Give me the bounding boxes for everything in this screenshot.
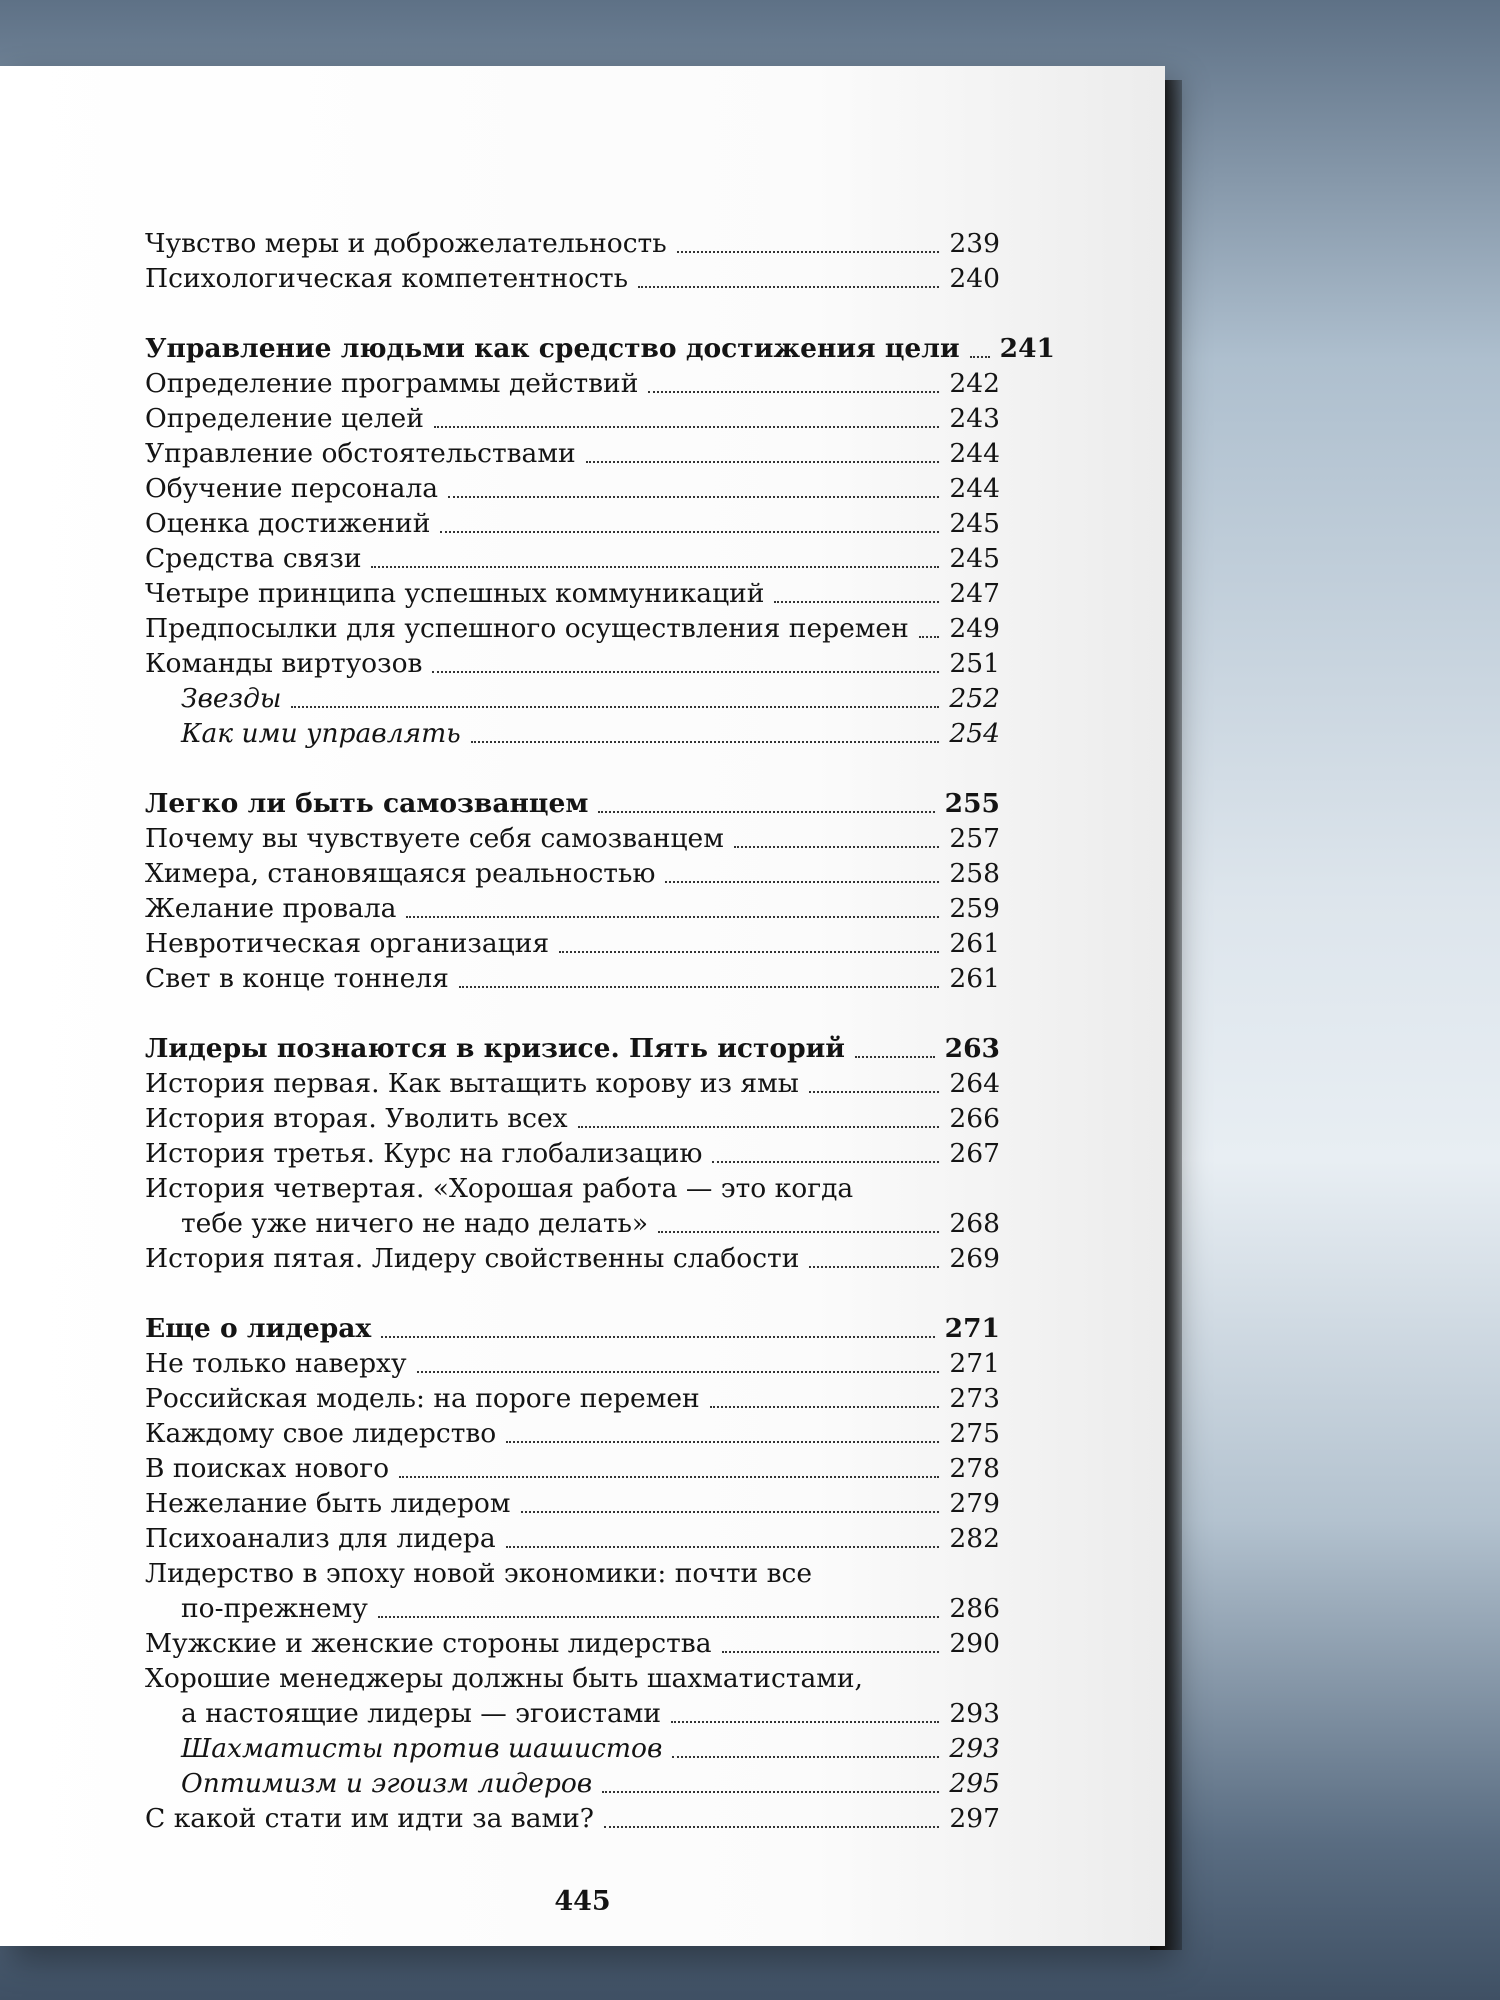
toc-entry-title: Как ими управлять xyxy=(181,718,461,749)
leader-dots xyxy=(381,1336,934,1338)
toc-entry xyxy=(145,821,1000,856)
toc-entry-page: 268 xyxy=(949,1208,1000,1239)
leader-dots xyxy=(506,1546,940,1548)
toc-section-heading xyxy=(145,786,1000,821)
leader-dots xyxy=(602,1791,939,1793)
leader-dots xyxy=(710,1406,940,1408)
toc-entry xyxy=(145,506,1000,541)
leader-dots xyxy=(448,496,939,498)
toc-entry-title: История пятая. Лидеру свойственны слабости xyxy=(145,1243,800,1274)
toc-entry xyxy=(145,1101,1000,1136)
toc-entry-title: История первая. Как вытащить корову из ямы xyxy=(145,1068,799,1099)
toc-entry-title: Определение программы действий xyxy=(145,368,639,399)
leader-dots xyxy=(648,391,939,393)
toc-entry-title: Средства связи xyxy=(145,543,362,574)
toc-entry xyxy=(145,1206,1000,1241)
toc-entry-page: 261 xyxy=(949,963,1000,994)
toc-entry-page: 269 xyxy=(949,1243,1000,1274)
toc-entry-page: 261 xyxy=(949,928,1000,959)
leader-dots xyxy=(665,881,939,883)
toc-entry-title: Чувство меры и доброжелательность xyxy=(145,228,667,259)
toc-entry-title: Психоанализ для лидера xyxy=(145,1523,496,1554)
toc-entry xyxy=(145,1626,1000,1661)
toc-entry-page: 264 xyxy=(949,1068,1000,1099)
leader-dots xyxy=(604,1826,939,1828)
leader-dots xyxy=(432,671,939,673)
toc-entry-page: 254 xyxy=(949,718,1000,749)
leader-dots xyxy=(459,986,940,988)
toc-entry-title: С какой стати им идти за вами? xyxy=(145,1803,595,1834)
toc-entry-title: Каждому свое лидерство xyxy=(145,1418,497,1449)
toc-entry xyxy=(145,1696,1000,1731)
leader-dots xyxy=(506,1441,939,1443)
leader-dots xyxy=(291,706,939,708)
leader-dots xyxy=(672,1756,939,1758)
toc-subentry xyxy=(145,716,1000,751)
leader-dots xyxy=(399,1476,939,1478)
toc-entry-page: 241 xyxy=(999,333,1055,364)
toc-entry-page: 249 xyxy=(949,613,1000,644)
toc-entry-title: Почему вы чувствуете себя самозванцем xyxy=(145,823,724,854)
toc-entry-page: 263 xyxy=(944,1033,1000,1064)
leader-dots xyxy=(638,286,939,288)
toc-section-heading xyxy=(145,1311,1000,1346)
toc-entry-page: 247 xyxy=(949,578,1000,609)
toc-entry-title: Нежелание быть лидером xyxy=(145,1488,511,1519)
toc-entry-title: Не только наверху xyxy=(145,1348,407,1379)
toc-entry-page: 267 xyxy=(949,1138,1000,1169)
toc-subentry xyxy=(145,1766,1000,1801)
toc-subentry xyxy=(145,1731,1000,1766)
toc-entry xyxy=(145,611,1000,646)
toc-entry xyxy=(145,1241,1000,1276)
leader-dots xyxy=(559,951,939,953)
toc-entry-title: Желание провала xyxy=(145,893,397,924)
toc-section-heading xyxy=(145,331,1055,366)
toc-entry-page: 245 xyxy=(949,543,1000,574)
toc-entry-page: 278 xyxy=(949,1453,1000,1484)
toc-entry-title: История вторая. Уволить всех xyxy=(145,1103,568,1134)
toc-entry-title-continuation: по-прежнему xyxy=(181,1593,368,1624)
toc-entry-title: Оптимизм и эгоизм лидеров xyxy=(181,1768,593,1799)
section-gap xyxy=(145,296,1000,331)
book-page xyxy=(0,66,1165,1946)
toc-subentry xyxy=(145,681,1000,716)
page-number: 445 xyxy=(554,1886,611,1917)
toc-entry-page: 251 xyxy=(949,648,1000,679)
toc-entry-title: Звезды xyxy=(181,683,282,714)
toc-entry xyxy=(145,1591,1000,1626)
leader-dots xyxy=(919,636,940,638)
toc-entry-page: 282 xyxy=(949,1523,1000,1554)
toc-entry-page: 279 xyxy=(949,1488,1000,1519)
toc-entry-title: История третья. Курс на глобализацию xyxy=(145,1138,703,1169)
toc-entry-page: 295 xyxy=(949,1768,1000,1799)
toc-entry xyxy=(145,1381,1000,1416)
toc-entry xyxy=(145,891,1000,926)
section-gap xyxy=(145,1276,1000,1311)
toc-entry xyxy=(145,1521,1000,1556)
leader-dots xyxy=(734,846,940,848)
toc-entry xyxy=(145,261,1000,296)
toc-entry-page: 290 xyxy=(949,1628,1000,1659)
toc-entry-title: Мужские и женские стороны лидерства xyxy=(145,1628,712,1659)
toc-entry-page: 258 xyxy=(949,858,1000,889)
leader-dots xyxy=(440,531,939,533)
leader-dots xyxy=(378,1616,940,1618)
leader-dots xyxy=(658,1231,939,1233)
leader-dots xyxy=(578,1126,940,1128)
toc-entry-page: 259 xyxy=(949,893,1000,924)
leader-dots xyxy=(417,1371,940,1373)
leader-dots xyxy=(586,461,940,463)
leader-dots xyxy=(406,916,939,918)
toc-entry-title: Команды виртуозов xyxy=(145,648,423,679)
toc-section-heading xyxy=(145,1031,1000,1066)
toc-entry-page: 293 xyxy=(949,1733,1000,1764)
toc-entry-title-line1: Хорошие менеджеры должны быть шахматистами, xyxy=(145,1663,863,1694)
toc-entry-title: Российская модель: на пороге перемен xyxy=(145,1383,700,1414)
toc-entry xyxy=(145,1801,1000,1836)
toc-entry-title: Химера, становящаяся реальностью xyxy=(145,858,656,889)
leader-dots xyxy=(774,601,939,603)
toc-entry-title-line1: История четвертая. «Хорошая работа — это когда xyxy=(145,1173,854,1204)
toc-entry-page: 271 xyxy=(949,1348,1000,1379)
toc-entry-page: 243 xyxy=(949,403,1000,434)
toc-entry-title: Невротическая организация xyxy=(145,928,550,959)
toc-entry-title: Четыре принципа успешных коммуникаций xyxy=(145,578,765,609)
toc-entry-page: 271 xyxy=(944,1313,1000,1344)
toc-entry xyxy=(145,646,1000,681)
leader-dots xyxy=(722,1651,940,1653)
toc-entry xyxy=(145,471,1000,506)
toc-entry xyxy=(145,226,1000,261)
toc-entry-page: 242 xyxy=(949,368,1000,399)
toc-entry-title: Лидеры познаются в кризисе. Пять историй xyxy=(145,1033,845,1064)
toc-entry-page: 297 xyxy=(949,1803,1000,1834)
toc-entry xyxy=(145,961,1000,996)
toc-entry xyxy=(145,436,1000,471)
toc-entry-page: 244 xyxy=(949,473,1000,504)
toc-entry-page: 252 xyxy=(949,683,1000,714)
toc-entry-page: 244 xyxy=(949,438,1000,469)
toc-entry xyxy=(145,401,1000,436)
toc-entry-page: 266 xyxy=(949,1103,1000,1134)
toc-entry-title: В поисках нового xyxy=(145,1453,390,1484)
leader-dots xyxy=(970,356,990,358)
toc-entry-page: 240 xyxy=(949,263,1000,294)
toc-entry-title: Еще о лидерах xyxy=(145,1313,372,1344)
toc-entry-title-line1: Лидерство в эпоху новой экономики: почти все xyxy=(145,1558,813,1589)
toc-entry xyxy=(145,1136,1000,1171)
leader-dots xyxy=(371,566,939,568)
leader-dots xyxy=(521,1511,940,1513)
toc-entry-title: Свет в конце тоннеля xyxy=(145,963,449,994)
toc-entry-title: Психологическая компетентность xyxy=(145,263,629,294)
toc-entry xyxy=(145,576,1000,611)
toc-entry-page: 275 xyxy=(949,1418,1000,1449)
toc-entry xyxy=(145,926,1000,961)
toc-entry-page: 286 xyxy=(949,1593,1000,1624)
toc-entry-title: Обучение персонала xyxy=(145,473,439,504)
toc-entry-title-continuation: тебе уже ничего не надо делать» xyxy=(181,1208,649,1239)
toc-entry-title: Оценка достижений xyxy=(145,508,431,539)
toc-entry-title: Шахматисты против шашистов xyxy=(181,1733,663,1764)
leader-dots xyxy=(471,741,940,743)
section-gap xyxy=(145,996,1000,1031)
toc-entry-page: 239 xyxy=(949,228,1000,259)
toc-entry xyxy=(145,1346,1000,1381)
toc-entry-page: 245 xyxy=(949,508,1000,539)
toc-entry-title: Определение целей xyxy=(145,403,424,434)
toc-entry-title: Управление людьми как средство достижения цели xyxy=(145,333,960,364)
leader-dots xyxy=(809,1091,940,1093)
table-of-contents xyxy=(145,226,1055,1836)
toc-entry-page: 257 xyxy=(949,823,1000,854)
toc-entry xyxy=(145,856,1000,891)
toc-entry xyxy=(145,1486,1000,1521)
toc-entry xyxy=(145,1416,1000,1451)
leader-dots xyxy=(598,811,934,813)
toc-entry-title: Легко ли быть самозванцем xyxy=(145,788,589,819)
section-gap xyxy=(145,751,1000,786)
toc-entry xyxy=(145,1066,1000,1101)
leader-dots xyxy=(855,1056,935,1058)
leader-dots xyxy=(809,1266,939,1268)
toc-entry-title: Управление обстоятельствами xyxy=(145,438,576,469)
toc-entry xyxy=(145,366,1000,401)
leader-dots xyxy=(712,1161,939,1163)
toc-entry-page: 293 xyxy=(949,1698,1000,1729)
toc-entry xyxy=(145,1451,1000,1486)
toc-entry-page: 273 xyxy=(949,1383,1000,1414)
leader-dots xyxy=(671,1721,939,1723)
toc-entry xyxy=(145,541,1000,576)
toc-entry-title: Предпосылки для успешного осуществления перемен xyxy=(145,613,909,644)
toc-entry-page: 255 xyxy=(944,788,1000,819)
toc-entry-title-continuation: а настоящие лидеры — эгоистами xyxy=(181,1698,662,1729)
leader-dots xyxy=(677,251,940,253)
leader-dots xyxy=(434,426,940,428)
